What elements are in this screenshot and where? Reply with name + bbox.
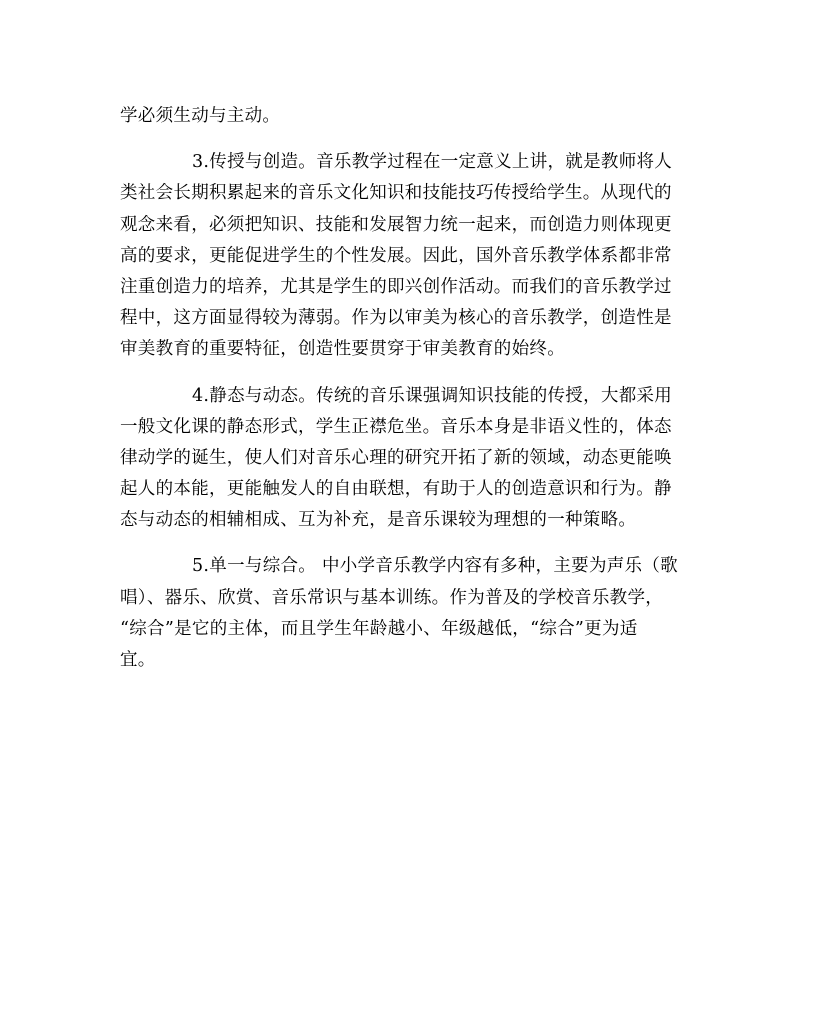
text-line: 高的要求，更能促进学生的个性发展。因此，国外音乐教学体系都非常 (120, 245, 672, 266)
text-line: 唱）、器乐、欣赏、音乐常识与基本训练。作为普及的学校音乐教学， (120, 587, 664, 608)
paragraph-gap (120, 536, 700, 551)
text-line: 注重创造力的培养，尤其是学生的即兴创作活动。而我们的音乐教学过 (120, 276, 672, 297)
text-line: 观念来看，必须把知识、技能和发展智力统一起来，而创造力则体现更 (120, 214, 672, 235)
text-line: 3.传授与创造。音乐教学过程在一定意义上讲，就是教师将人 (192, 152, 673, 173)
text-line: 宜。 (120, 650, 156, 670)
text-line: “综合”是它的主体，而且学生年龄越小、年级越低，“综合”更为适 (120, 618, 638, 639)
text-line: 一般文化课的静态形式，学生正襟危坐。音乐本身是非语义性的，体态 (120, 416, 672, 437)
paragraph-5-single-and-integrated (120, 551, 700, 676)
text-line: 程中，这方面显得较为薄弱。作为以审美为核心的音乐教学，创造性是 (120, 308, 672, 329)
paragraph-3-teaching-and-creation (120, 147, 700, 365)
text-line: 起人的本能，更能触发人的自由联想，有助于人的创造意识和行为。静 (120, 479, 672, 500)
paragraph-continuation (120, 101, 700, 132)
paragraph-4-static-and-dynamic (120, 381, 700, 537)
text-line: 学必须生动与主动。 (120, 106, 281, 126)
text-line: 审美教育的重要特征，创造性要贯穿于审美教育的始终。 (120, 339, 565, 360)
text-line: 4.静态与动态。传统的音乐课强调知识技能的传授，大都采用 (192, 385, 673, 406)
text-line: 类社会长期积累起来的音乐文化知识和技能技巧传授给学生。从现代的 (120, 183, 672, 204)
text-line: 律动学的诞生，使人们对音乐心理的研究开拓了新的领域，动态更能唤 (120, 447, 672, 468)
document-body (120, 101, 700, 676)
paragraph-gap (120, 366, 700, 381)
text-line: 5.单一与综合。 中小学音乐教学内容有多种，主要为声乐（歌 (192, 556, 678, 577)
text-line: 态与动态的相辅相成、互为补充，是音乐课较为理想的一种策略。 (120, 510, 637, 531)
paragraph-gap (120, 132, 700, 147)
